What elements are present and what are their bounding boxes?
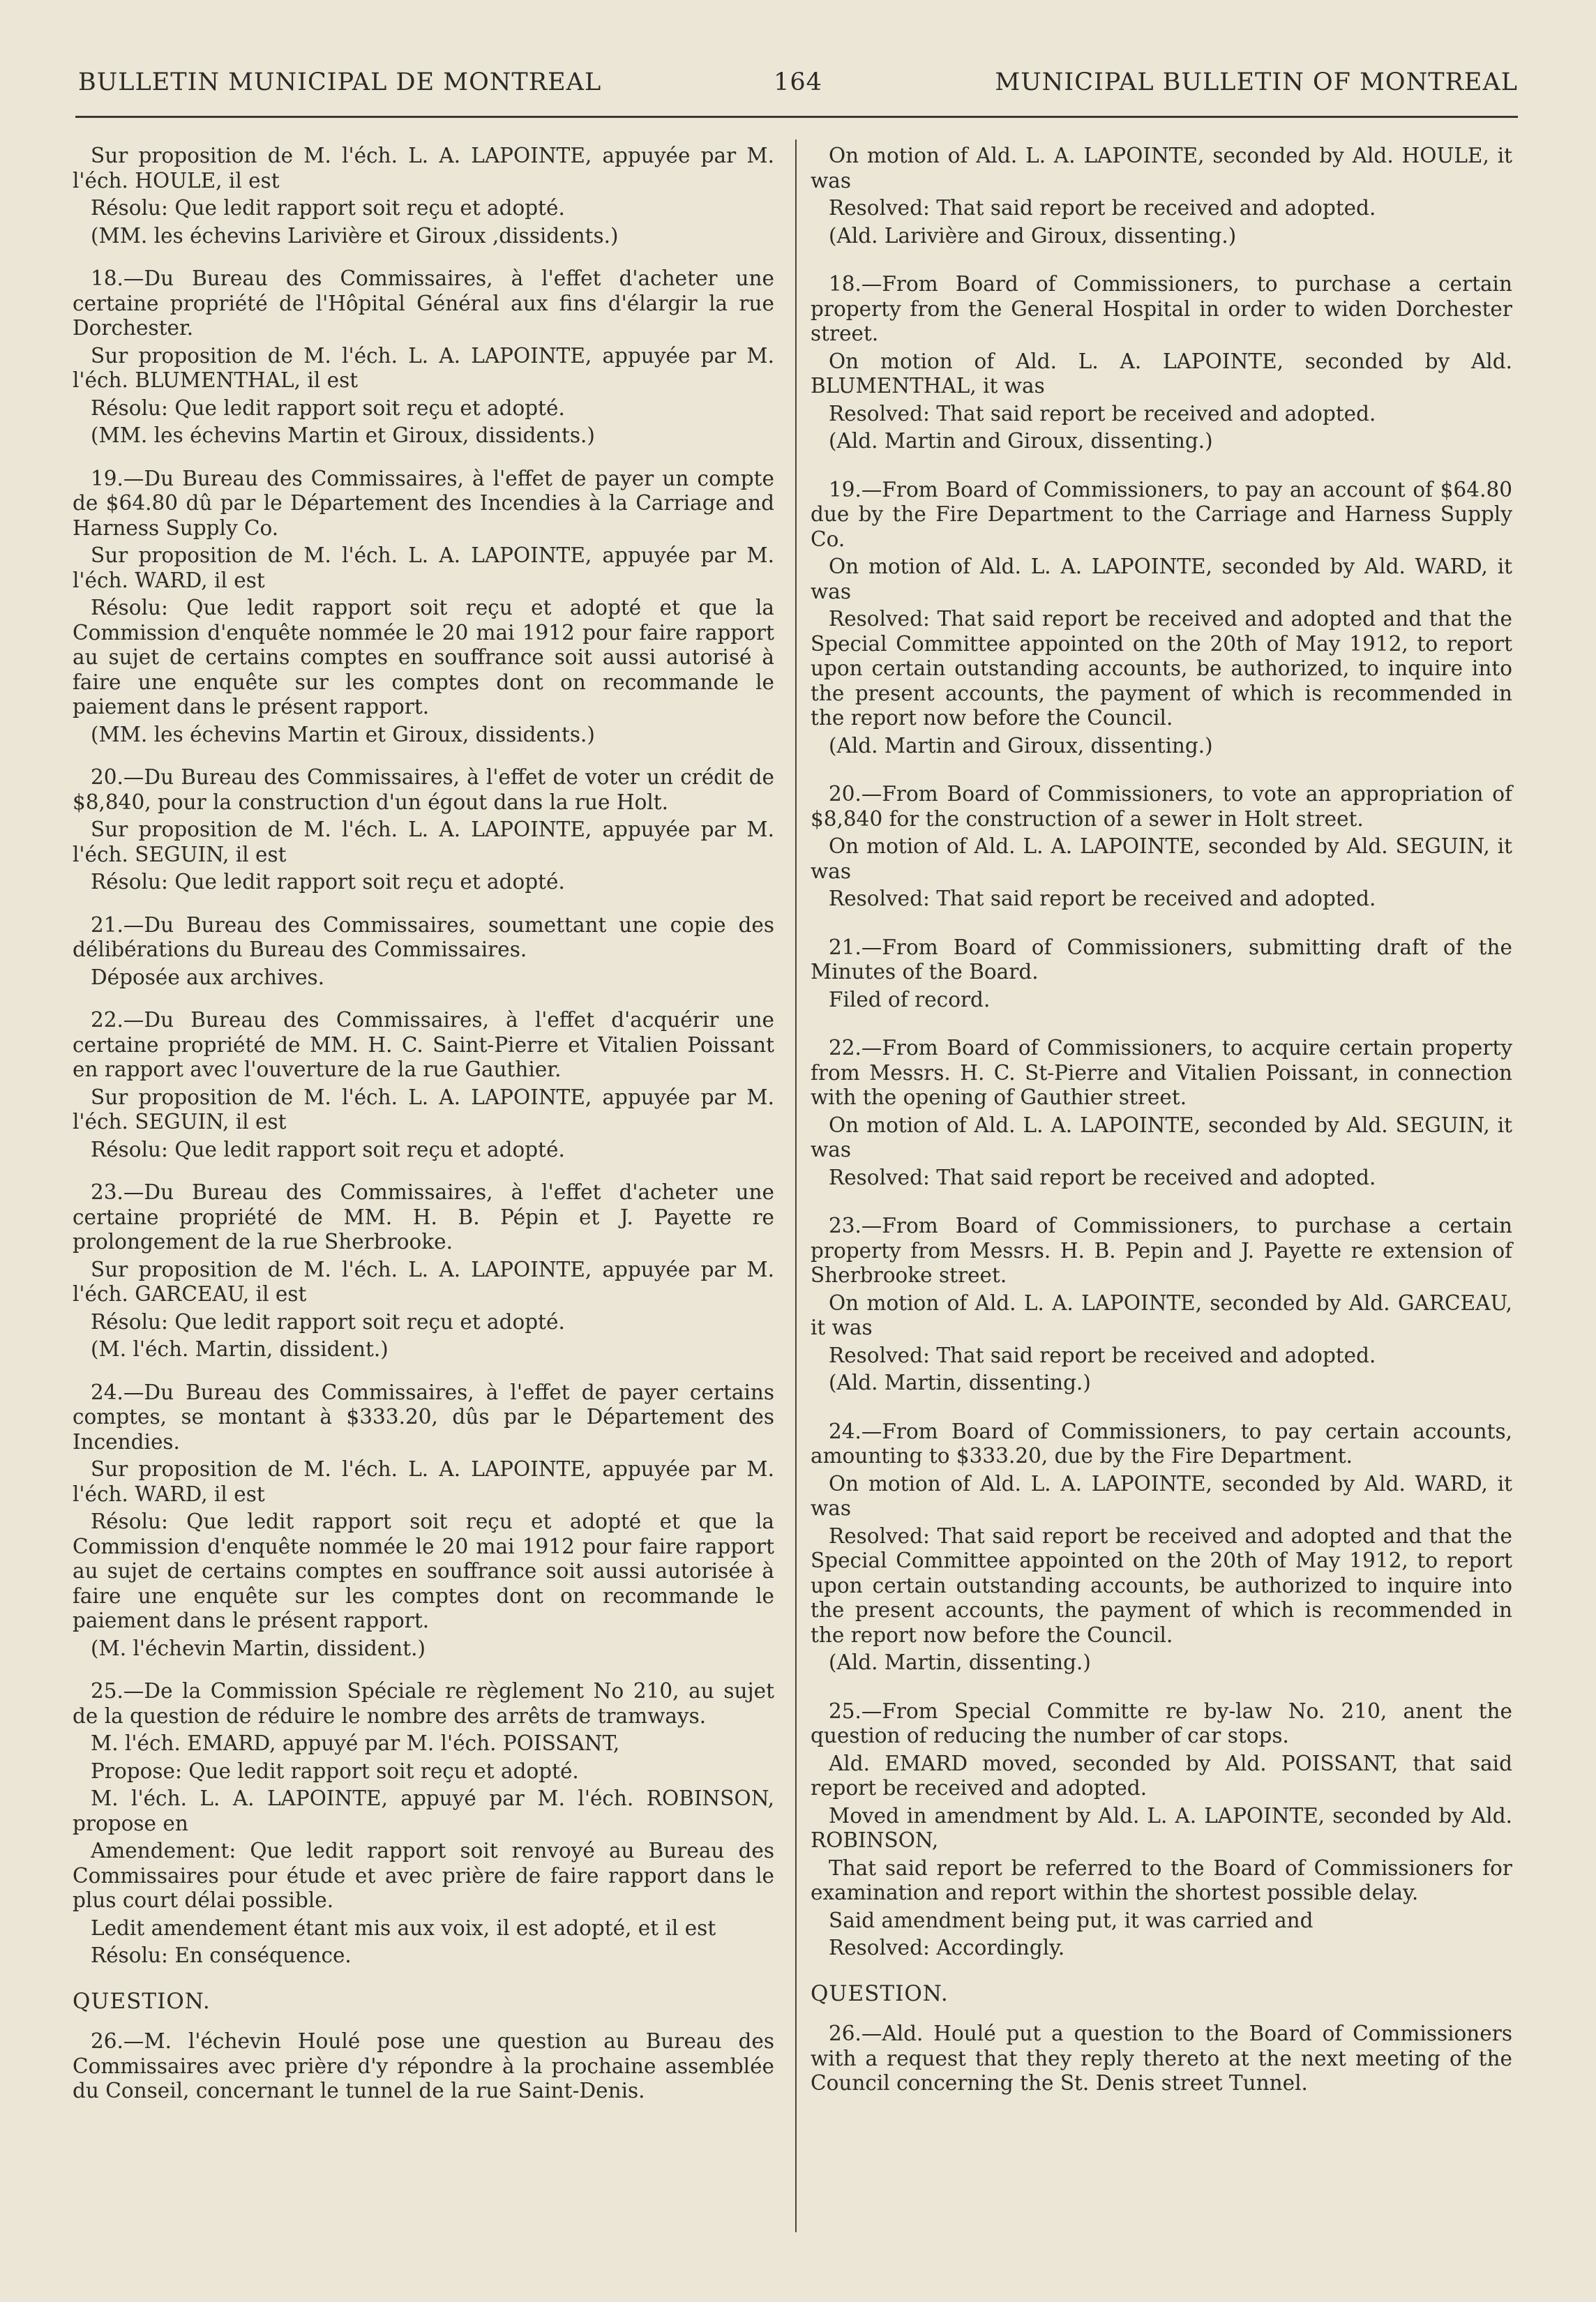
- paragraph: Déposée aux archives.: [91, 965, 325, 989]
- paragraph: (Ald. Martin, dissenting.): [829, 1650, 1091, 1674]
- page-number: 164: [774, 68, 822, 96]
- paragraph: Filed of record.: [829, 987, 991, 1011]
- paragraph: On motion of Ald. L. A. LAPOINTE, seconded by Ald. BLUMENTHAL, it was: [811, 349, 1512, 398]
- paragraph: (Ald. Martin and Giroux, dissenting.): [829, 733, 1213, 758]
- page-header: [78, 61, 1518, 103]
- paragraph: Sur proposition de M. l'éch. L. A. LAPOINTE, appuyée par M. l'éch. WARD, il est: [73, 1457, 774, 1506]
- item-20-fr: 20.—Du Bureau des Commissaires, à l'effet de voter un crédit de $8,840, pour la construction d'un égout dans la rue Holt.: [73, 765, 774, 814]
- paragraph: Resolved: That said report be received and adopted and that the Special Committee appointed on the 20th of May 1912, to report upon certain outstanding accounts, be authorized, to inquire into the present accounts, the payment of which is recommended in the report now before the Council.: [811, 607, 1512, 730]
- paragraph: Résolu: Que ledit rapport soit reçu et adopté.: [91, 1137, 565, 1161]
- item-18-fr: 18.—Du Bureau des Commissaires, à l'effet d'acheter une certaine propriété de l'Hôpital Général aux fins d'élargir la rue Dorchester.: [73, 266, 774, 340]
- paragraph: Sur proposition de M. l'éch. L. A. LAPOINTE, appuyée par M. l'éch. WARD, il est: [73, 543, 774, 592]
- question-heading-fr: QUESTION.: [73, 1988, 211, 2014]
- item-24-fr: 24.—Du Bureau des Commissaires, à l'effet de payer certains comptes, se montant à $333.20, dûs par le Département des Incendies.: [73, 1380, 774, 1454]
- item-23-en: 23.—From Board of Commissioners, to purchase a certain property from Messrs. H. B. Pepin and J. Payette re extension of Sherbrooke street.: [811, 1214, 1512, 1287]
- paragraph: (Ald. Martin and Giroux, dissenting.): [829, 429, 1213, 453]
- paragraph: Ald. EMARD moved, seconded by Ald. POISSANT, that said report be received and adopted.: [811, 1751, 1512, 1800]
- paragraph: (M. l'éch. Martin, dissident.): [91, 1337, 389, 1361]
- paragraph: M. l'éch. EMARD, appuyé par M. l'éch. POISSANT,: [91, 1731, 620, 1755]
- paragraph: Résolu: En conséquence.: [91, 1943, 352, 1967]
- item-21-en: 21.—From Board of Commissioners, submitting draft of the Minutes of the Board.: [811, 935, 1512, 984]
- paragraph: Sur proposition de M. l'éch. L. A. LAPOINTE, appuyée par M. l'éch. BLUMENTHAL, il est: [73, 343, 774, 392]
- paragraph: Resolved: That said report be received and adopted.: [829, 887, 1376, 910]
- paragraph: Resolved: That said report be received and adopted.: [829, 401, 1376, 426]
- paragraph: On motion of Ald. L. A. LAPOINTE, seconded by Ald. HOULE, it was: [811, 144, 1512, 193]
- paragraph: (MM. les échevins Martin et Giroux, dissidents.): [91, 722, 595, 746]
- column-divider: [795, 140, 797, 2232]
- paragraph: (M. l'échevin Martin, dissident.): [91, 1636, 426, 1660]
- item-22-en: 22.—From Board of Commissioners, to acquire certain property from Messrs. H. C. St-Pierre and Vitalien Poissant, in connection with the opening of Gauthier street.: [811, 1036, 1512, 1109]
- paragraph: Sur proposition de M. l'éch. L. A. LAPOINTE, appuyée par M. l'éch. SEGUIN, il est: [73, 818, 774, 866]
- paragraph: On motion of Ald. L. A. LAPOINTE, seconded by Ald. SEGUIN, it was: [811, 1113, 1512, 1161]
- paragraph: M. l'éch. L. A. LAPOINTE, appuyé par M. l'éch. ROBINSON, propose en: [73, 1786, 774, 1835]
- paragraph: Amendement: Que ledit rapport soit renvoyé au Bureau des Commissaires pour étude et avec prière de faire rapport dans le plus court délai possible.: [73, 1839, 774, 1912]
- paragraph: On motion of Ald. L. A. LAPOINTE, seconded by Ald. SEGUIN, it was: [811, 834, 1512, 883]
- paragraph: Résolu: Que ledit rapport soit reçu et adopté.: [91, 196, 565, 220]
- paragraph: Résolu: Que ledit rapport soit reçu et adopté.: [91, 870, 565, 894]
- paragraph: On motion of Ald. L. A. LAPOINTE, seconded by Ald. WARD, it was: [811, 555, 1512, 603]
- header-rule: [75, 116, 1518, 118]
- paragraph: Resolved: That said report be received and adopted and that the Special Committee appointed on the 20th of May 1912, to report upon certain outstanding accounts, be authorized to inquire into the present accounts, the payment of which is recommended in the report now before the Council.: [811, 1524, 1512, 1647]
- english-column: [811, 144, 1512, 2099]
- item-26-en: 26.—Ald. Houlé put a question to the Board of Commissioners with a request that they reply thereto at the next meeting of the Council concerning the St. Denis street Tunnel.: [811, 2022, 1512, 2095]
- item-19-en: 19.—From Board of Commissioners, to pay an account of $64.80 due by the Fire Department to the Carriage and Harness Supply Co.: [811, 477, 1512, 551]
- paragraph: Résolu: Que ledit rapport soit reçu et adopté.: [91, 1309, 565, 1334]
- paragraph: Said amendment being put, it was carried and: [829, 1908, 1313, 1932]
- item-23-fr: 23.—Du Bureau des Commissaires, à l'effet d'acheter une certaine propriété de MM. H. B. Pépin et J. Payette re prolongement de la rue Sherbrooke.: [73, 1180, 774, 1254]
- paragraph: Résolu: Que ledit rapport soit reçu et adopté et que la Commission d'enquête nommée le 20 mai 1912 pour faire rapport au sujet de certains comptes en souffrance soit aussi autorisé à faire une enquête sur les comptes dont on recommande le paiement dans le présent rapport.: [73, 596, 774, 719]
- item-24-en: 24.—From Board of Commissioners, to pay certain accounts, amounting to $333.20, due by the Fire Department.: [811, 1419, 1512, 1468]
- header-french-title: BULLETIN MUNICIPAL DE MONTREAL: [78, 68, 602, 96]
- item-25-en: 25.—From Special Committe re by-law No. 210, anent the question of reducing the number of car stops.: [811, 1699, 1512, 1747]
- paragraph: Sur proposition de M. l'éch. L. A. LAPOINTE, appuyée par M. l'éch. GARCEAU, il est: [73, 1257, 774, 1306]
- paragraph: Propose: Que ledit rapport soit reçu et adopté.: [91, 1759, 579, 1783]
- item-20-en: 20.—From Board of Commissioners, to vote an appropriation of $8,840 for the construction of a sewer in Holt street.: [811, 782, 1512, 831]
- item-26-fr: 26.—M. l'échevin Houlé pose une question au Bureau des Commissaires avec prière d'y répondre à la prochaine assemblée du Conseil, concernant le tunnel de la rue Saint-Denis.: [73, 2029, 774, 2102]
- paragraph: Résolu: Que ledit rapport soit reçu et adopté et que la Commission d'enquête nommée le 20 mai 1912 pour faire rapport au sujet de certains comptes en souffrance soit aussi autorisée à faire une enquête sur les comptes dont on recommande le paiement dans le présent rapport.: [73, 1510, 774, 1632]
- question-heading-en: QUESTION.: [811, 1980, 949, 2006]
- paragraph: Moved in amendment by Ald. L. A. LAPOINTE, seconded by Ald. ROBINSON,: [811, 1803, 1512, 1852]
- paragraph: Resolved: That said report be received and adopted.: [829, 1165, 1376, 1189]
- paragraph: Résolu: Que ledit rapport soit reçu et adopté.: [91, 396, 565, 420]
- paragraph: On motion of Ald. L. A. LAPOINTE, seconded by Ald. WARD, it was: [811, 1471, 1512, 1520]
- paragraph: (MM. les échevins Martin et Giroux, dissidents.): [91, 423, 595, 447]
- paragraph: Sur proposition de M. l'éch. L. A. LAPOINTE, appuyée par M. l'éch. HOULE, il est: [73, 144, 774, 193]
- item-25-fr: 25.—De la Commission Spéciale re règlement No 210, au sujet de la question de réduire le nombre des arrêts de tramways.: [73, 1679, 774, 1728]
- paragraph: Sur proposition de M. l'éch. L. A. LAPOINTE, appuyée par M. l'éch. SEGUIN, il est: [73, 1085, 774, 1134]
- item-21-fr: 21.—Du Bureau des Commissaires, soumettant une copie des délibérations du Bureau des Commissaires.: [73, 912, 774, 961]
- paragraph: (Ald. Martin, dissenting.): [829, 1371, 1091, 1394]
- header-english-title: MUNICIPAL BULLETIN OF MONTREAL: [995, 68, 1518, 96]
- item-22-fr: 22.—Du Bureau des Commissaires, à l'effet d'acquérir une certaine propriété de MM. H. C. Saint-Pierre et Vitalien Poissant en rapport avec l'ouverture de la rue Gauthier.: [73, 1008, 774, 1081]
- paragraph: That said report be referred to the Board of Commissioners for examination and report within the shortest possible delay.: [811, 1856, 1512, 1904]
- paragraph: Resolved: Accordingly.: [829, 1936, 1065, 1959]
- paragraph: Resolved: That said report be received and adopted.: [829, 1343, 1376, 1367]
- paragraph: Resolved: That said report be received and adopted.: [829, 196, 1376, 220]
- paragraph: On motion of Ald. L. A. LAPOINTE, seconded by Ald. GARCEAU, it was: [811, 1291, 1512, 1339]
- item-18-en: 18.—From Board of Commissioners, to purchase a certain property from the General Hospital in order to widen Dorchester street.: [811, 272, 1512, 345]
- item-19-fr: 19.—Du Bureau des Commissaires, à l'effet de payer un compte de $64.80 dû par le Département des Incendies à la Carriage and Harness Supply Co.: [73, 466, 774, 540]
- french-column: [73, 144, 774, 2107]
- paragraph: (MM. les échevins Larivière et Giroux ,dissidents.): [91, 223, 619, 248]
- paragraph: Ledit amendement étant mis aux voix, il est adopté, et il est: [91, 1916, 716, 1940]
- paragraph: (Ald. Larivière and Giroux, dissenting.): [829, 223, 1237, 248]
